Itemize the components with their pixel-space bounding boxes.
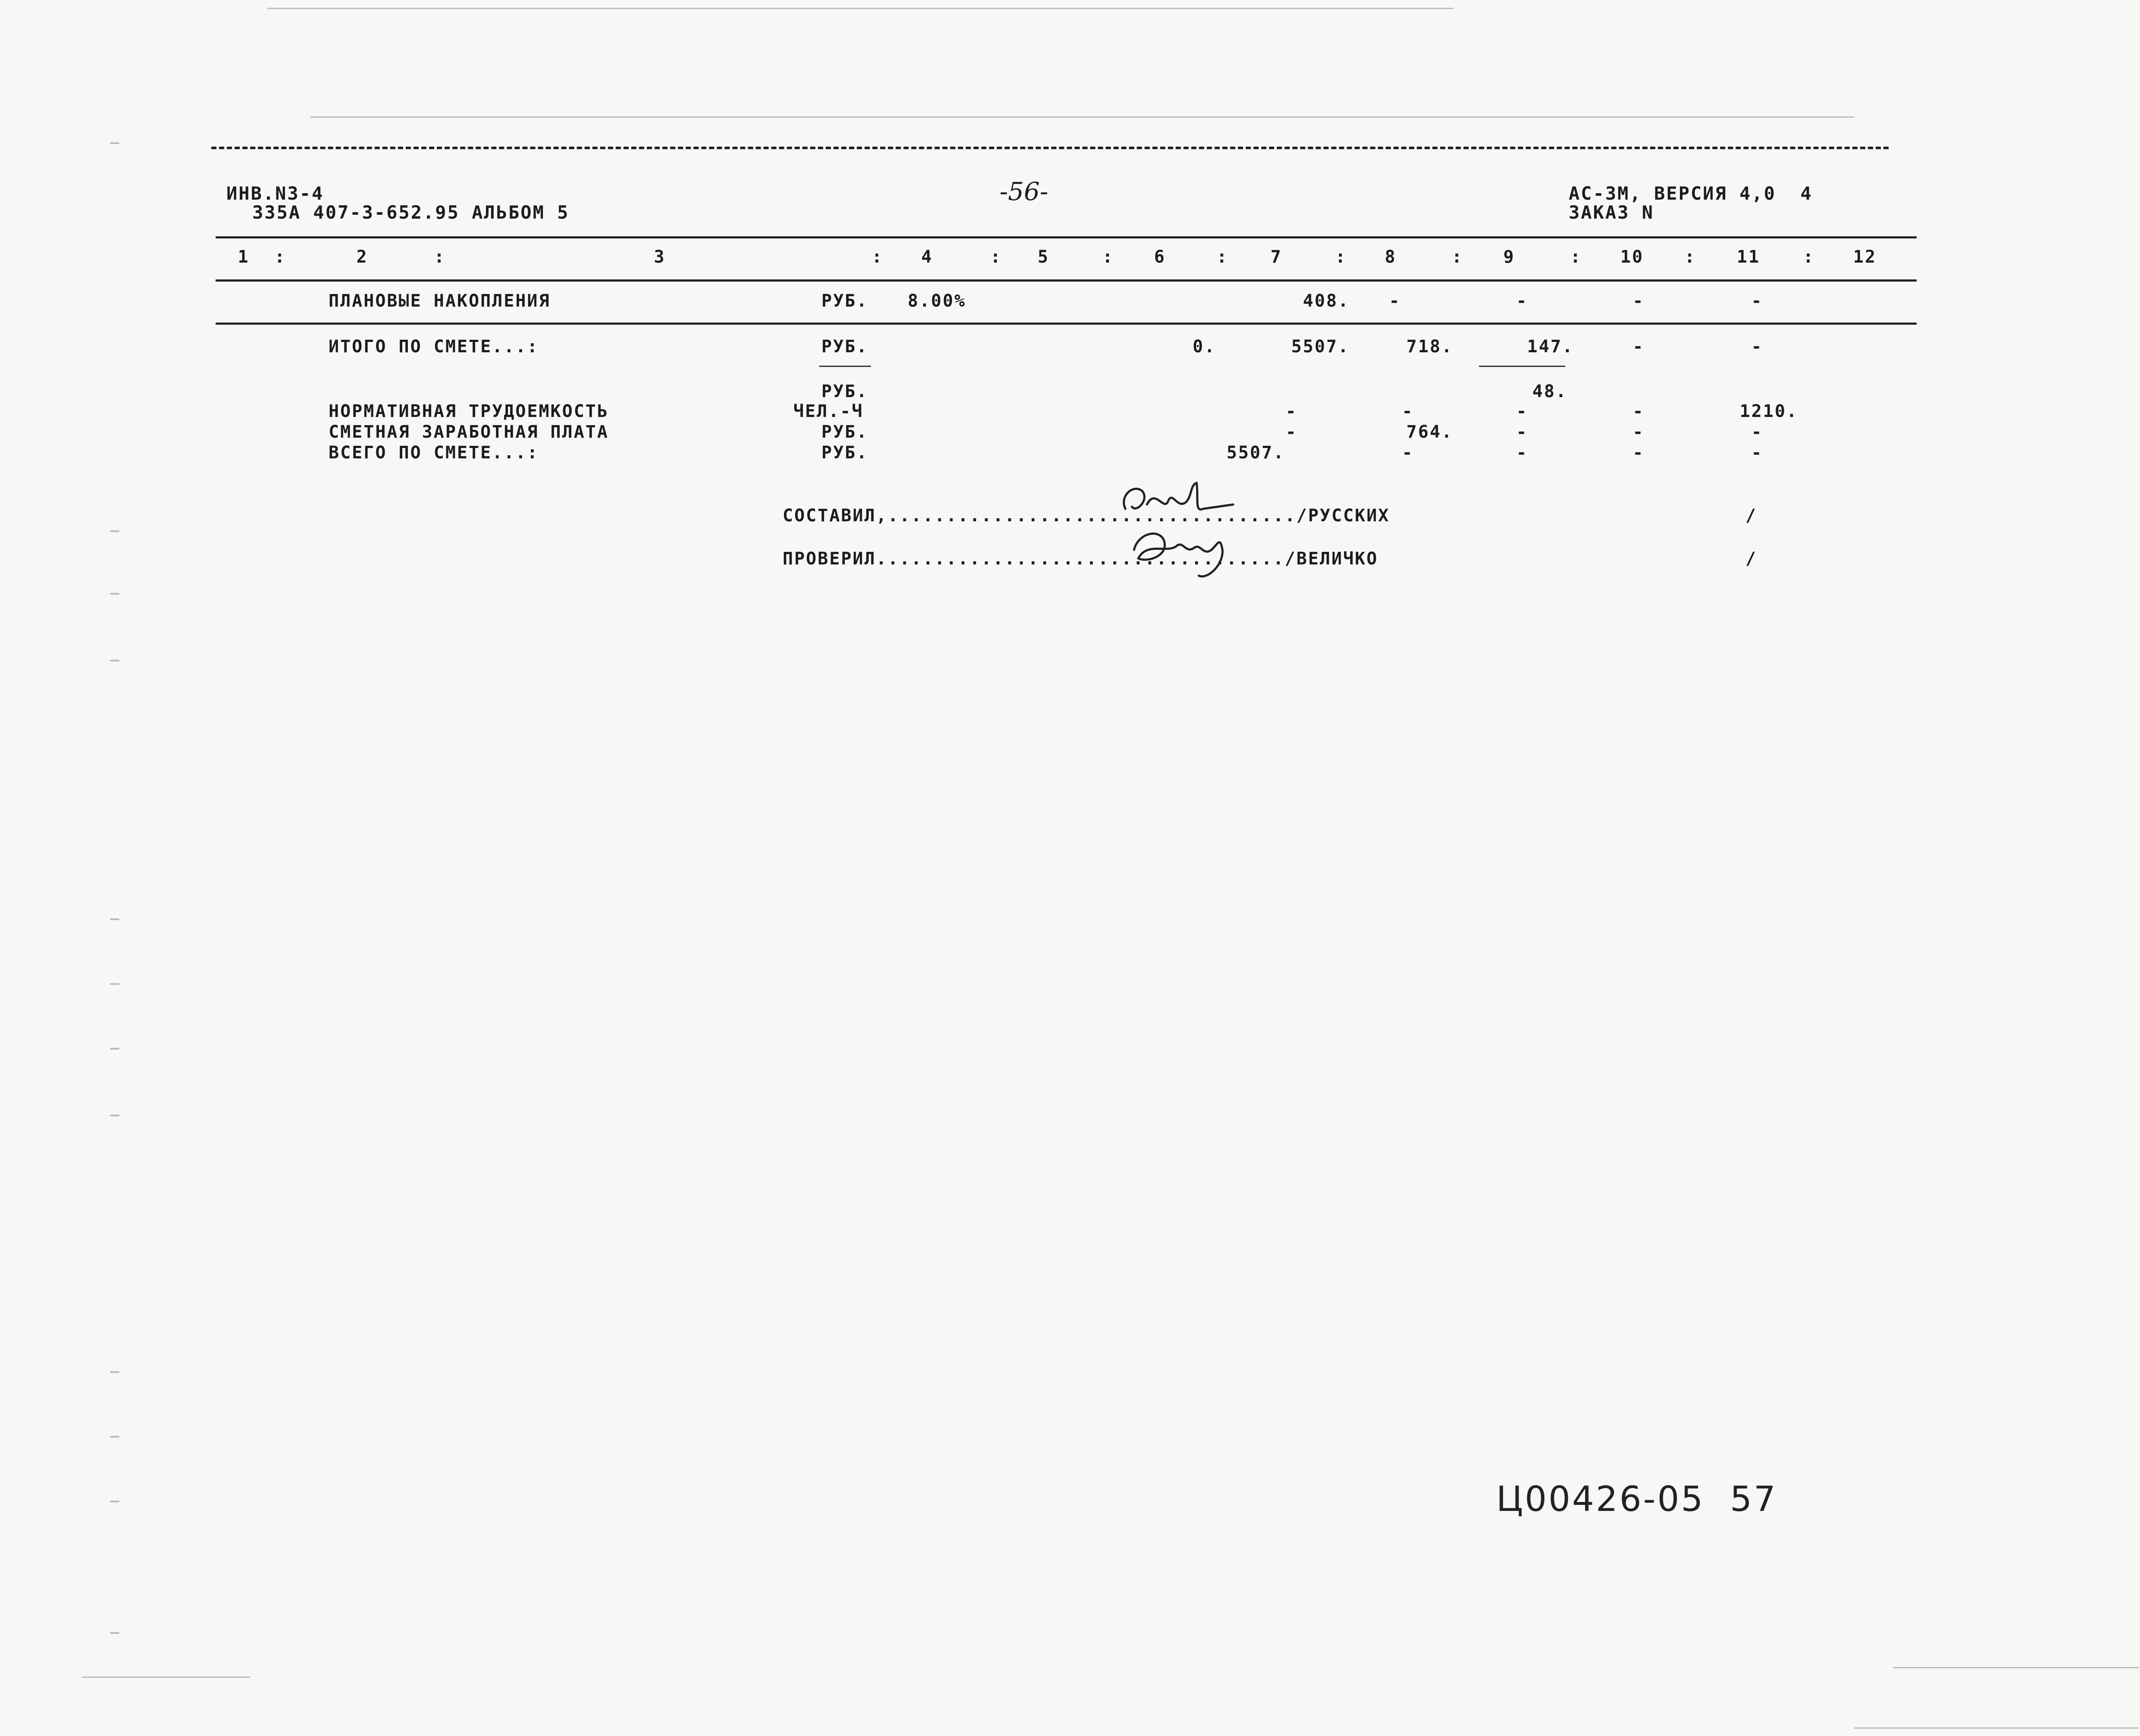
inventory-number: ИНВ.N3-4: [226, 183, 324, 204]
col9-value: -: [1516, 401, 1528, 421]
col-sep: :: [1102, 247, 1114, 267]
col6-value: 5507.: [1226, 443, 1285, 463]
dashed-separator: [211, 147, 1889, 149]
margin-mark: [110, 1436, 119, 1438]
margin-mark: [110, 1115, 119, 1116]
upper-faint-line: [310, 116, 1854, 118]
unit: ЧЕЛ.-Ч: [793, 401, 864, 421]
row-label: НОРМАТИВНАЯ ТРУДОЕМКОСТЬ: [329, 401, 609, 421]
margin-mark: [110, 1048, 119, 1050]
order-number: ЗАКАЗ N: [1569, 202, 1654, 223]
col11-value: 1210.: [1739, 401, 1798, 421]
col-sep: :: [871, 247, 884, 267]
row-label: СМЕТНАЯ ЗАРАБОТНАЯ ПЛАТА: [329, 422, 609, 442]
composer-signature: [1117, 479, 1242, 526]
header-bottom-rule: [216, 279, 1917, 282]
archive-stamp: Ц00426-05 57: [1496, 1479, 1777, 1519]
top-edge-line: [267, 8, 1453, 9]
unit: РУБ.: [821, 291, 868, 311]
unit: РУБ.: [821, 382, 868, 401]
bottom-edge-line: [1854, 1727, 2139, 1729]
col-1: 1: [238, 247, 250, 267]
col8-value: 764.: [1406, 422, 1453, 442]
col-12: 12: [1853, 247, 1877, 267]
col7-value: -: [1285, 422, 1297, 442]
col11-value: -: [1751, 291, 1763, 311]
col10-value: -: [1632, 422, 1645, 442]
col-2: 2: [356, 247, 368, 267]
col10-value: -: [1632, 291, 1645, 311]
col-sep: :: [1216, 247, 1228, 267]
col10-value: -: [1632, 401, 1645, 421]
col-6: 6: [1154, 247, 1166, 267]
slash-mark: /: [1745, 549, 1758, 569]
underline: [1479, 366, 1565, 367]
slash-mark: /: [1745, 506, 1758, 526]
page-number: -56-: [1000, 177, 1048, 206]
col7-value: 5507.: [1291, 337, 1350, 357]
margin-mark: [110, 983, 119, 985]
col-sep: :: [1335, 247, 1347, 267]
underline: [819, 366, 871, 367]
col-4: 4: [921, 247, 933, 267]
col9-value: -: [1516, 443, 1528, 463]
col9-value: -: [1516, 422, 1528, 442]
system-version: АС-3М, ВЕРСИЯ 4,0 4: [1569, 183, 1813, 204]
col8-value: 718.: [1406, 337, 1453, 357]
col-sep: :: [274, 247, 286, 267]
col7-value: 408.: [1303, 291, 1350, 311]
col11-value: -: [1751, 337, 1763, 357]
margin-mark: [110, 1632, 119, 1634]
col-3: 3: [654, 247, 666, 267]
col8-value: -: [1402, 443, 1414, 463]
margin-mark: [110, 660, 119, 661]
col11-value: -: [1751, 422, 1763, 442]
col-11: 11: [1736, 247, 1761, 267]
col-7: 7: [1270, 247, 1282, 267]
col8-value: -: [1389, 291, 1401, 311]
header-top-rule: [216, 236, 1917, 238]
row-label: ИТОГО ПО СМЕТЕ...:: [329, 337, 539, 357]
col-sep: :: [434, 247, 446, 267]
col9-value: 147.: [1527, 337, 1574, 357]
col-sep: :: [1451, 247, 1463, 267]
col8-value: -: [1402, 401, 1414, 421]
col7-value: -: [1285, 401, 1297, 421]
composed-by-line: СОСТАВИЛ,.................................../РУССКИХ: [783, 506, 1390, 526]
row-label: ПЛАНОВЫЕ НАКОПЛЕНИЯ: [329, 291, 551, 311]
col6-value: 0.: [1192, 337, 1216, 357]
unit: РУБ.: [821, 337, 868, 357]
col10-value: -: [1632, 443, 1645, 463]
margin-mark: [110, 142, 119, 144]
margin-mark: [110, 1371, 119, 1373]
col-8: 8: [1385, 247, 1397, 267]
col-sep: :: [990, 247, 1002, 267]
col9-value: -: [1516, 291, 1528, 311]
row-label: ВСЕГО ПО СМЕТЕ...:: [329, 443, 539, 463]
unit: РУБ.: [821, 443, 868, 463]
margin-mark: [110, 530, 119, 532]
section-rule: [216, 323, 1917, 325]
project-code: 335А 407-3-652.95 АЛЬБОМ 5: [252, 202, 570, 223]
margin-mark: [110, 1501, 119, 1502]
col-9: 9: [1503, 247, 1515, 267]
col-10: 10: [1620, 247, 1644, 267]
margin-mark: [110, 593, 119, 595]
unit: РУБ.: [821, 422, 868, 442]
bottom-left-line: [82, 1676, 250, 1678]
margin-mark: [110, 918, 119, 920]
col-sep: :: [1570, 247, 1582, 267]
col-sep: :: [1803, 247, 1815, 267]
percent-value: 8.00%: [908, 291, 966, 311]
col-sep: :: [1684, 247, 1696, 267]
bottom-right-line: [1893, 1667, 2139, 1668]
col11-value: -: [1751, 443, 1763, 463]
checked-by-line: ПРОВЕРИЛ.................................../ВЕЛИЧКО: [783, 549, 1379, 569]
col10-value: -: [1632, 337, 1645, 357]
col-5: 5: [1037, 247, 1050, 267]
checker-signature: [1121, 524, 1250, 589]
col9-value: 48.: [1532, 382, 1567, 401]
